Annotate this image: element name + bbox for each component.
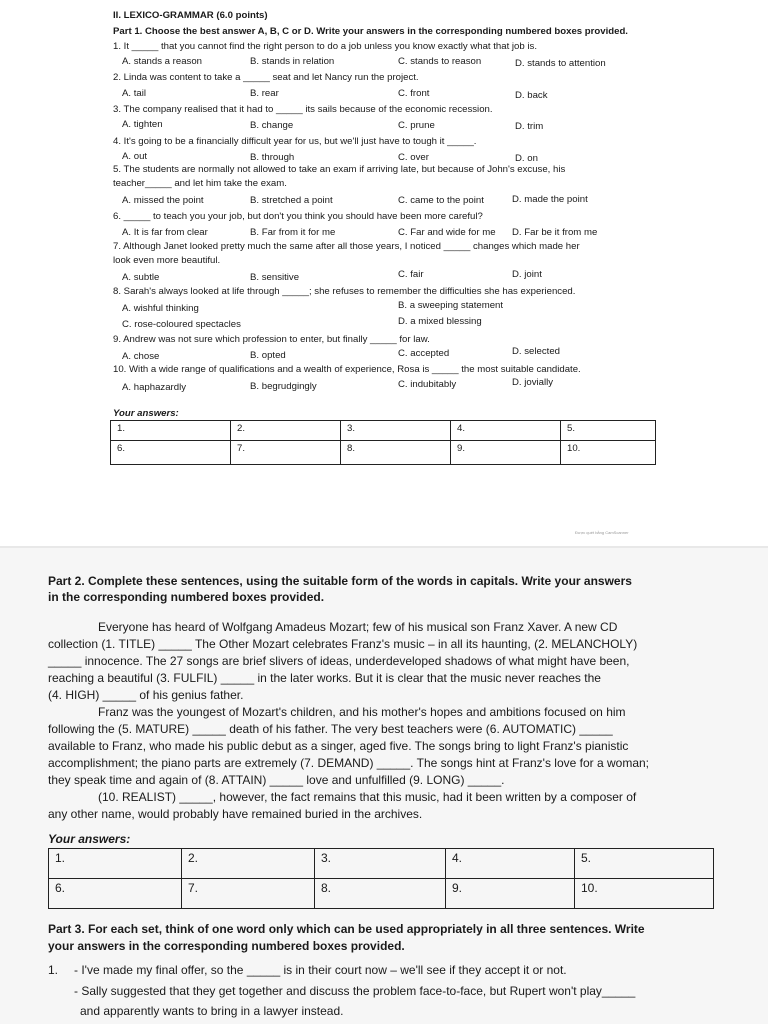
q9-option-c: C. accepted (398, 348, 450, 359)
part2-answers-label: Your answers: (48, 832, 131, 846)
passage-line-6: Franz was the youngest of Mozart's children, and his mother's hopes and ambitions focused on him (98, 705, 626, 719)
q7-text-line2: look even more beautiful. (113, 255, 221, 266)
part1-instruction: Part 1. Choose the best answer A, B, C or D. Write your answers in the corresponding numbered boxes provided. (113, 26, 628, 37)
q4-option-b: B. through (250, 152, 295, 163)
q4-option-a: A. out (122, 151, 148, 162)
q10-option-c: C. indubitably (398, 379, 457, 390)
q3-text: 3. The company realised that it had to _____ its sails because of the economic recession. (113, 104, 493, 115)
q1-option-b: B. stands in relation (250, 56, 335, 67)
q8-option-d: D. a mixed blessing (398, 316, 482, 327)
passage-line-5: (4. HIGH) _____ of his genius father. (48, 688, 244, 702)
q6-text: 6. _____ to teach you your job, but don't you think you should have been more careful? (113, 211, 483, 222)
q6-option-d: D. Far be it from me (512, 227, 598, 238)
part2-answer-box-1[interactable]: 1. (49, 849, 182, 879)
passage-line-10: they speak time and again of (8. ATTAIN) _____ love and unfulfilled (9. LONG) _____. (48, 773, 505, 787)
part2-answer-box-5[interactable]: 5. (575, 849, 714, 879)
part1-answer-box-4[interactable]: 4. (451, 421, 561, 441)
q8-text: 8. Sarah's always looked at life through _____; she refuses to remember the difficulties she has experienced. (113, 286, 576, 297)
q6-option-b: B. Far from it for me (250, 227, 336, 238)
part3-instruction-line2: your answers in the corresponding numbered boxes provided. (48, 939, 405, 953)
part1-answer-box-10[interactable]: 10. (561, 441, 656, 465)
part1-answer-box-1[interactable]: 1. (111, 421, 231, 441)
page-divider (0, 546, 768, 548)
q2-option-b: B. rear (250, 88, 279, 99)
q1-option-c: C. stands to reason (398, 56, 482, 67)
q10-option-d: D. jovially (512, 377, 554, 388)
q6-option-a: A. It is far from clear (122, 227, 208, 238)
q9-text: 9. Andrew was not sure which profession to enter, but finally _____ for law. (113, 334, 430, 345)
passage-line-12: any other name, would probably have remained buried in the archives. (48, 807, 423, 821)
q1-option-a: A. stands a reason (122, 56, 202, 67)
q5-option-a: A. missed the point (122, 195, 204, 206)
q2-text: 2. Linda was content to take a _____ seat and let Nancy run the project. (113, 72, 419, 83)
part1-answer-box-9[interactable]: 9. (451, 441, 561, 465)
q3-option-b: B. change (250, 120, 294, 131)
q8-option-a: A. wishful thinking (122, 303, 199, 314)
q2-option-a: A. tail (122, 88, 146, 99)
q9-option-d: D. selected (512, 346, 560, 357)
q7-option-a: A. subtle (122, 272, 160, 283)
part1-answer-box-8[interactable]: 8. (341, 441, 451, 465)
q4-option-c: C. over (398, 152, 429, 163)
q3-option-a: A. tighten (122, 119, 163, 130)
passage-line-8: available to Franz, who made his public debut as a singer, aged five. The songs bring to light Franz's pianistic (48, 739, 629, 753)
part1-answer-box-2[interactable]: 2. (231, 421, 341, 441)
q4-option-d: D. on (515, 153, 538, 164)
part2-answer-box-6[interactable]: 6. (49, 879, 182, 909)
q10-option-b: B. begrudgingly (250, 381, 317, 392)
part2-answer-box-4[interactable]: 4. (446, 849, 575, 879)
part3-sentence-2: - Sally suggested that they get together and discuss the problem face-to-face, but Rupert won't play_____ (74, 984, 636, 998)
part1-answer-box-6[interactable]: 6. (111, 441, 231, 465)
part3-item-number: 1. (48, 963, 59, 977)
part1-answer-box-5[interactable]: 5. (561, 421, 656, 441)
q7-text-line1: 7. Although Janet looked pretty much the same after all those years, I noticed _____ changes which made her (113, 241, 580, 252)
q5-text-line2: teacher_____ and let him take the exam. (113, 178, 287, 189)
part2-instruction-line2: in the corresponding numbered boxes provided. (48, 590, 325, 604)
q1-option-d: D. stands to attention (515, 58, 606, 69)
part2-answer-box-2[interactable]: 2. (182, 849, 315, 879)
part2-answer-box-10[interactable]: 10. (575, 879, 714, 909)
part1-answer-box-7[interactable]: 7. (231, 441, 341, 465)
q9-option-a: A. chose (122, 351, 160, 362)
part1-answer-box-3[interactable]: 3. (341, 421, 451, 441)
q3-option-d: D. trim (515, 121, 544, 132)
q7-option-d: D. joint (512, 269, 542, 280)
passage-line-3: _____ innocence. The 27 songs are brief slivers of ideas, underdeveloped shadows of what might have been, (48, 654, 630, 668)
q5-option-c: C. came to the point (398, 195, 484, 206)
q10-option-a: A. haphazardly (122, 382, 186, 393)
passage-line-1: Everyone has heard of Wolfgang Amadeus Mozart; few of his musical son Franz Xaver. A new CD (98, 620, 618, 634)
q8-option-b: B. a sweeping statement (398, 300, 504, 311)
passage-line-11: (10. REALIST) _____, however, the fact remains that this music, had it been written by a composer of (98, 790, 637, 804)
scanner-watermark: Được quét bằng CamScanner (575, 530, 629, 535)
part2-instruction-line1: Part 2. Complete these sentences, using the suitable form of the words in capitals. Write your answers (48, 574, 632, 588)
q2-option-d: D. back (515, 90, 548, 101)
part1-answers-label: Your answers: (113, 408, 179, 419)
passage-line-2: collection (1. TITLE) _____ The Other Mozart celebrates Franz's music – in all its haunting, (2. MELANCHOLY) (48, 637, 638, 651)
part3-instruction-line1: Part 3. For each set, think of one word only which can be used appropriately in all three sentences. Write (48, 922, 645, 936)
q9-option-b: B. opted (250, 350, 286, 361)
q5-option-b: B. stretched a point (250, 195, 333, 206)
passage-line-7: following the (5. MATURE) _____ death of his father. The very best teachers were (6. AUTOMATIC) _____ (48, 722, 613, 736)
q6-option-c: C. Far and wide for me (398, 227, 496, 238)
q2-option-c: C. front (398, 88, 430, 99)
q7-option-b: B. sensitive (250, 272, 300, 283)
q1-text: 1. It _____ that you cannot find the right person to do a job unless you know exactly what that job is. (113, 41, 537, 52)
q10-text: 10. With a wide range of qualifications and a wealth of experience, Rosa is _____ the most suitable candidate. (113, 364, 581, 375)
part2-answer-box-8[interactable]: 8. (315, 879, 446, 909)
part3-sentence-1: - I've made my final offer, so the _____ is in their court now – we'll see if they accept it or not. (74, 963, 567, 977)
passage-line-4: reaching a beautiful (3. FULFIL) _____ in the later works. But it is clear that the music never reaches the (48, 671, 601, 685)
part3-sentence-3: and apparently wants to bring in a lawyer instead. (80, 1004, 344, 1018)
q4-text: 4. It's going to be a financially difficult year for us, but we'll just have to tough it _____. (113, 136, 477, 147)
part2-answer-table (48, 848, 714, 909)
part2-answer-box-9[interactable]: 9. (446, 879, 575, 909)
q3-option-c: C. prune (398, 120, 435, 131)
part1-answer-table (110, 420, 656, 465)
q8-option-c: C. rose-coloured spectacles (122, 319, 241, 330)
q5-option-d: D. made the point (512, 194, 588, 205)
q5-text-line1: 5. The students are normally not allowed to take an exam if arriving late, but because of John's excuse, his (113, 164, 566, 175)
passage-line-9: accomplishment; the piano parts are extremely (7. DEMAND) _____. The songs hint at Franz's love for a woman; (48, 756, 650, 770)
q7-option-c: C. fair (398, 269, 424, 280)
section-title: II. LEXICO-GRAMMAR (6.0 points) (113, 10, 268, 21)
part2-answer-box-7[interactable]: 7. (182, 879, 315, 909)
part2-answer-box-3[interactable]: 3. (315, 849, 446, 879)
